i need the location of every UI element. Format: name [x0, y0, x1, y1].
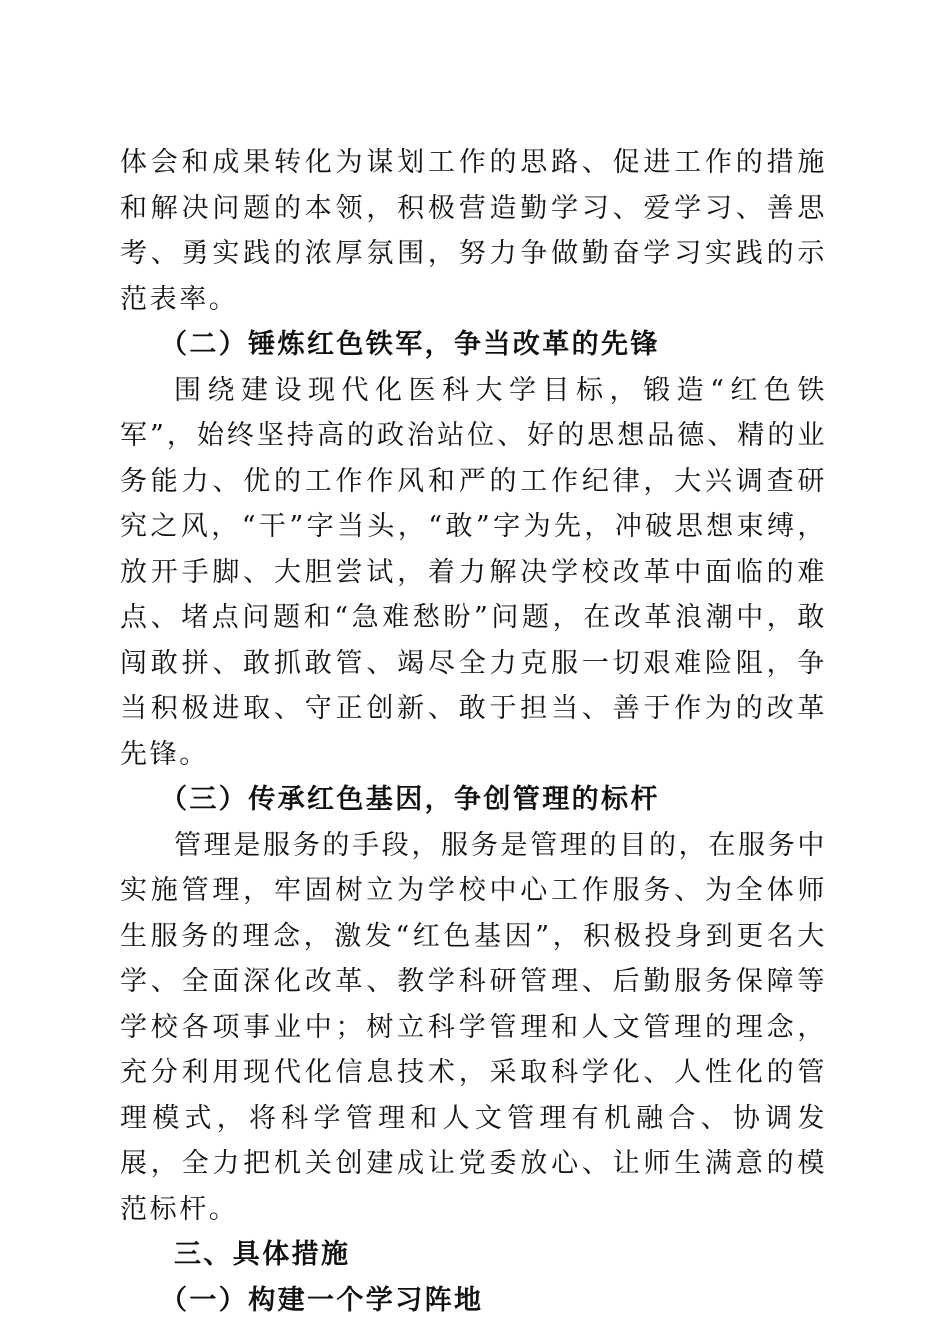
paragraph-reform-vanguard: 围绕建设现代化医科大学目标，锻造“红色铁军”，始终坚持高的政治站位、好的思想品德、精的业务能力、优的工作作风和严的工作纪律，大兴调查研究之风，“干”字当头，“敢”字为先，冲破思想束缚，放开手脚、大胆尝试，着力解决学校改革中面临的难点、堵点问题和“急难愁盼”问题，在改革浪潮中，敢闯敢拼、敢抓敢管、竭尽全力克服一切艰难险阻，争当积极进取、守正创新、敢于担当、善于作为的改革先锋。 [120, 374, 827, 770]
subheading-red-iron-army: （二）锤炼红色铁军，争当改革的先锋 [160, 329, 660, 360]
subheading-red-gene: （三）传承红色基因，争创管理的标杆 [160, 784, 660, 815]
subheading-learning-position: （一）构建一个学习阵地 [160, 1284, 484, 1316]
section-heading-specific-measures: 三、具体措施 [174, 1239, 351, 1270]
paragraph-management-benchmark: 管理是服务的手段，服务是管理的目的，在服务中实施管理，牢固树立为学校中心工作服务、为全体师生服务的理念，激发“红色基因”，积极投身到更名大学、全面深化改革、教学科研管理、后勤服务保障等学校各项事业中；树立科学管理和人文管理的理念，充分利用现代化信息技术，采取科学化、人性化的管理模式，将科学管理和人文管理有机融合、协调发展，全力把机关创建成让党委放心、让师生满意的模范标杆。 [120, 829, 827, 1225]
paragraph-learning-practice: 体会和成果转化为谋划工作的思路、促进工作的措施和解决问题的本领，积极营造勤学习、爱学习、善思考、勇实践的浓厚氛围，努力争做勤奋学习实践的示范表率。 [120, 147, 827, 315]
document-body [120, 140, 827, 1323]
